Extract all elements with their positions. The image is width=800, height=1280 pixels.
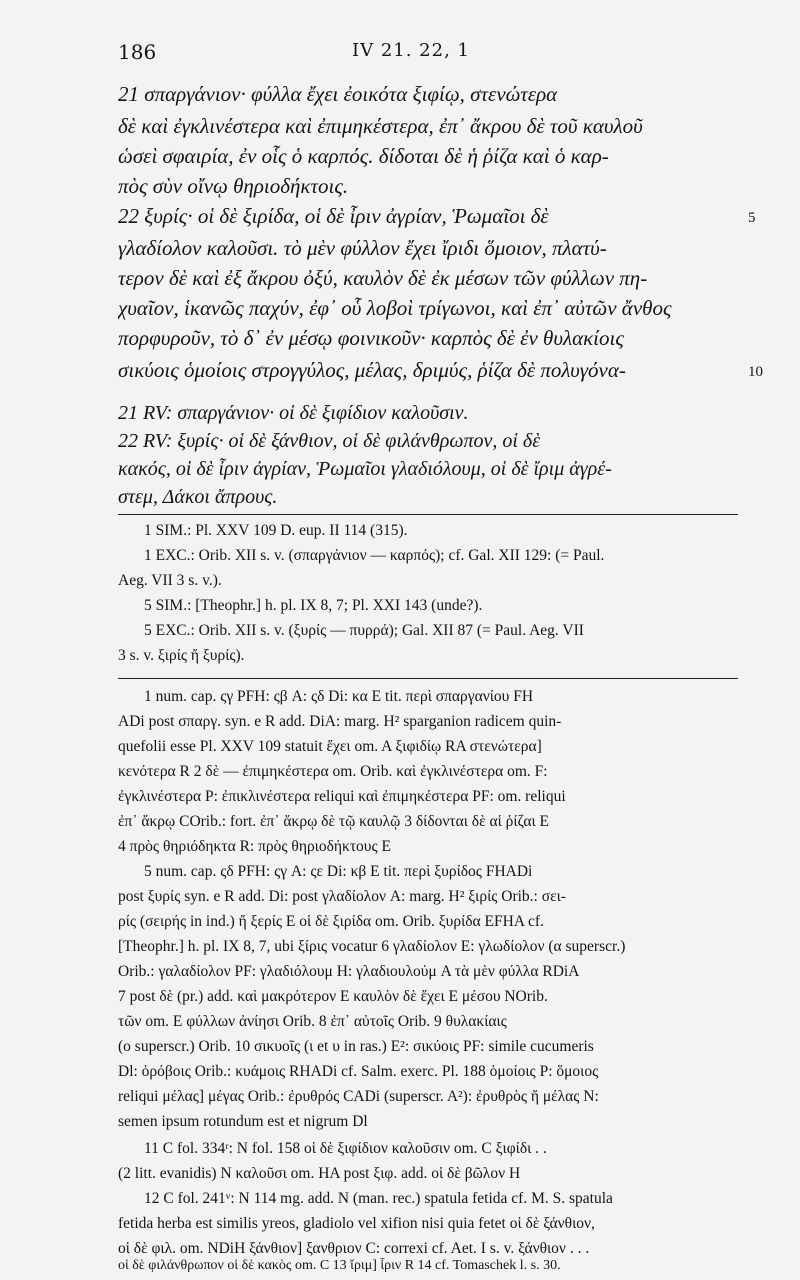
critical-apparatus-line: (2 litt. evanidis) N καλοῦσι om. HA post ξιφ. add. οἱ δὲ βῶλον H (118, 1165, 521, 1182)
critical-apparatus-line: 11 C fol. 334ʳ: N fol. 158 οἱ δὲ ξιφίδιον καλοῦσιν om. C ξιφίδι . . (144, 1140, 547, 1157)
main-text-line: χυαῖον, ἱκανῶς παχύν, ἐφ᾿ οὗ λοβοὶ τρίγωνοι, καὶ ἐπ᾿ αὐτῶν ἄνθος (118, 296, 672, 320)
critical-apparatus-line: semen ipsum rotundum est et nigrum Dl (118, 1113, 368, 1130)
main-text-line: σικύοις ὁμοίοις στρογγύλος, μέλας, δριμύς, ῥίζα δὲ πολυγόνα- (118, 358, 626, 382)
critical-apparatus-line: κενότερα R 2 δὲ — ἐπιμηκέστερα om. Orib. καὶ ἐγκλινέστερα om. F: (118, 763, 548, 780)
sources-apparatus-line: 5 SIM.: [Theophr.] h. pl. IX 8, 7; Pl. XXI 143 (unde?). (144, 597, 483, 614)
running-header: IV 21. 22, 1 (352, 40, 470, 61)
page-number: 186 (118, 40, 157, 64)
critical-apparatus-line: ἐπ᾿ ἄκρῳ COrib.: fort. ἐπ᾿ ἄκρῳ δὲ τῷ καυλῷ 3 δίδονται δὲ αἱ ῥίζαι E (118, 813, 550, 830)
main-text-line: ὡσεὶ σφαιρία, ἐν οἷς ὁ καρπός. δίδοται δὲ ἡ ῥίζα καὶ ὁ καρ- (118, 144, 609, 168)
critical-apparatus-line: ADi post σπαργ. syn. e R add. DiA: marg. H² sparganion radicem quin- (118, 713, 562, 730)
rv-text-line: κακός, οἱ δὲ ἶριν ἀγρίαν, Ῥωμαῖοι γλαδιόλουμ, οἱ δὲ ἴριμ ἀγρέ- (118, 458, 612, 480)
critical-apparatus-line: quefolii esse Pl. XXV 109 statuit ἔχει om. A ξιφιδίῳ RA στενώτερα] (118, 738, 542, 755)
critical-apparatus-line: οἱ δὲ φιλ. om. NDiH ξάνθιον] ξανθριον C: correxi cf. Aet. I s. v. ξάνθιον . . . (118, 1240, 590, 1257)
main-text-line: 22 ξυρίς· οἱ δὲ ξιρίδα, οἱ δὲ ἶριν ἀγρίαν, Ῥωμαῖοι δὲ (118, 204, 549, 228)
sources-apparatus-line: 3 s. v. ξιρίς ἤ ξυρίς). (118, 647, 245, 664)
main-text-line: δὲ καὶ ἐγκλινέστερα καὶ ἐπιμηκέστερα, ἐπ᾿ ἄκρου δὲ τοῦ καυλοῦ (118, 114, 643, 138)
critical-apparatus-line: ρίς (σειρής in ind.) ἤ ξερίς E οἱ δὲ ξιρίδα om. Orib. ξυρίδα EFHA cf. (118, 913, 544, 930)
rv-text-line: στεμ, Δάκοι ἄπρους. (118, 486, 278, 508)
critical-apparatus-line: Orib.: γαλαδίολον PF: γλαδιόλουμ H: γλαδιουλούμ A τὰ μὲν φύλλα RDiA (118, 963, 580, 980)
critical-apparatus-line: reliqui μέλας] μέγας Orib.: ἐρυθρός CADi (superscr. A²): ἐρυθρὸς ἤ μέλας N: (118, 1088, 599, 1105)
critical-apparatus-line: τῶν om. E φύλλων ἀνίησι Orib. 8 ἐπ᾿ αὐτοῖς Orib. 9 θυλακίαις (118, 1013, 507, 1030)
rv-text-line: 21 RV: σπαργάνιον· οἱ δὲ ξιφίδιον καλοῦσιν. (118, 402, 469, 424)
sources-apparatus-line: 1 SIM.: Pl. XXV 109 D. eup. II 114 (315). (144, 522, 408, 539)
critical-apparatus-line: 4 πρὸς θηριόδηκτα R: πρὸς θηριοδήκτους E (118, 838, 391, 855)
main-text-line: γλαδίολον καλοῦσι. τὸ μὲν φύλλον ἔχει ἴριδι ὅμοιον, πλατύ- (118, 236, 607, 260)
line-number: 10 (748, 364, 763, 380)
critical-apparatus-line: οἱ δὲ φιλάνθρωπον οἱ δὲ κακὸς om. C 13 ἴριμ] ἶριν R 14 cf. Tomaschek l. s. 30. (118, 1258, 561, 1273)
critical-apparatus-line: fetida herba est similis yreos, gladiolo vel xifion nisi quia fetet οἱ δὲ ξάνθιον, (118, 1215, 595, 1232)
critical-apparatus-line: 7 post δὲ (pr.) add. καὶ μακρότερον E καυλὸν δὲ ἔχει E μέσου NOrib. (118, 988, 548, 1005)
divider-rule (118, 514, 738, 515)
line-number: 5 (748, 210, 756, 226)
main-text-line: πορφυροῦν, τὸ δ᾿ ἐν μέσῳ φοινικοῦν· καρπὸς δὲ ἐν θυλακίοις (118, 326, 624, 350)
critical-apparatus-line: post ξυρίς syn. e R add. Di: post γλαδίολον A: marg. H² ξιρίς Orib.: σει- (118, 888, 566, 905)
critical-apparatus-line: (o superscr.) Orib. 10 σικυοῖς (ι et υ in ras.) E²: σικύοις PF: simile cucumeris (118, 1038, 594, 1055)
sources-apparatus-line: Aeg. VII 3 s. v.). (118, 572, 222, 589)
critical-apparatus-line: [Theophr.] h. pl. IX 8, 7, ubi ξίρις vocatur 6 γλαδίολον E: γλωδίολον (α superscr.) (118, 938, 626, 955)
rv-text-line: 22 RV: ξυρίς· οἱ δὲ ξάνθιον, οἱ δὲ φιλάνθρωπον, οἱ δὲ (118, 430, 541, 452)
main-text-line: τερον δὲ καὶ ἐξ ἄκρου ὀξύ, καυλὸν δὲ ἐκ μέσων τῶν φύλλων πη- (118, 266, 648, 290)
main-text-line: πὸς σὺν οἴνῳ θηριοδήκτοις. (118, 174, 349, 198)
main-text-line: 21 σπαργάνιον· φύλλα ἔχει ἐοικότα ξιφίῳ, στενώτερα (118, 82, 558, 106)
divider-rule (118, 678, 738, 679)
sources-apparatus-line: 1 EXC.: Orib. XII s. v. (σπαργάνιον — καρπός); cf. Gal. XII 129: (= Paul. (144, 547, 605, 564)
critical-apparatus-line: Dl: ὀρόβοις Orib.: κυάμοις RHADi cf. Salm. exerc. Pl. 188 ὁμοίοις P: ὅμοιος (118, 1063, 599, 1080)
critical-apparatus-line: 1 num. cap. ςγ PFH: ςβ A: ςδ Di: κα E tit. περὶ σπαργανίου FH (144, 688, 534, 705)
sources-apparatus-line: 5 EXC.: Orib. XII s. v. (ξυρίς — πυρρά); Gal. XII 87 (= Paul. Aeg. VII (144, 622, 584, 639)
critical-apparatus-line: ἐγκλινέστερα P: ἐπικλινέστερα reliqui καὶ ἐπιμηκέστερα PF: om. reliqui (118, 788, 566, 805)
critical-apparatus-line: 12 C fol. 241ᵛ: N 114 mg. add. N (man. rec.) spatula fetida cf. M. S. spatula (144, 1190, 613, 1207)
critical-apparatus-line: 5 num. cap. ςδ PFH: ςγ A: ςε Di: κβ E tit. περὶ ξυρίδος FHADi (144, 863, 533, 880)
